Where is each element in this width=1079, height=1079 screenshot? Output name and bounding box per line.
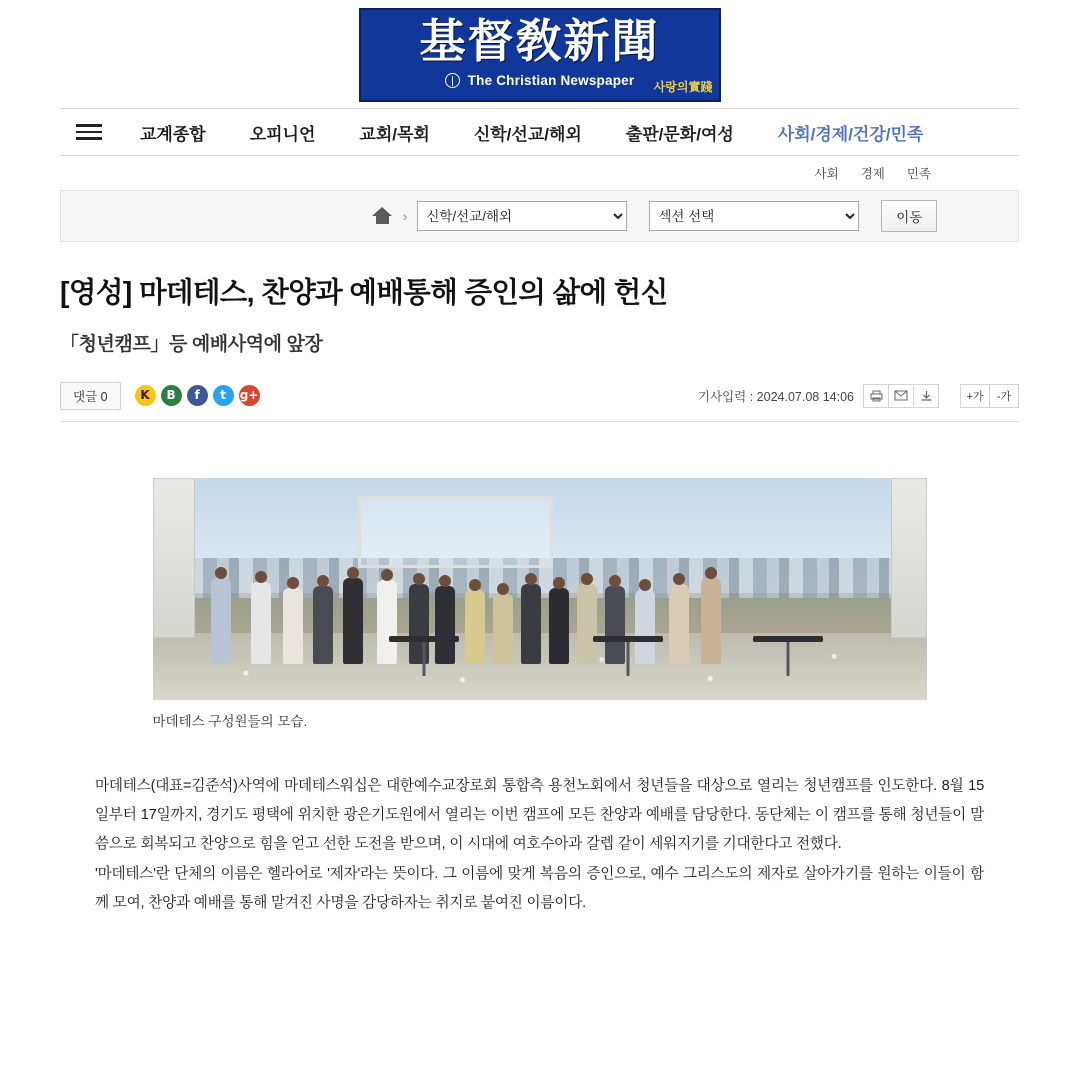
breadcrumb bbox=[60, 190, 1019, 242]
article-subtitle: 「청년캠프」등 예배사역에 앞장 bbox=[60, 334, 323, 355]
subnav-item-society[interactable]: 사회 bbox=[814, 167, 839, 181]
logo-english-text: The Christian Newspaper bbox=[467, 73, 635, 88]
sub-navigation bbox=[60, 156, 1019, 190]
hamburger-menu-icon[interactable] bbox=[60, 124, 118, 140]
masthead bbox=[0, 0, 1079, 102]
page-title: [영성] 마데테스, 찬양과 예배통해 증인의 삶에 헌신 bbox=[60, 277, 668, 309]
font-size-controls bbox=[961, 384, 1019, 408]
font-decrease-button[interactable]: -가 bbox=[989, 384, 1019, 408]
googleplus-share-icon[interactable]: g+ bbox=[239, 385, 260, 406]
nav-item-publishing[interactable]: 출판/문화/여성 bbox=[625, 124, 734, 144]
nav-item-church[interactable]: 교회/목회 bbox=[359, 124, 430, 144]
breadcrumb-separator: › bbox=[403, 208, 408, 224]
article-container bbox=[60, 270, 1019, 918]
email-icon[interactable] bbox=[888, 384, 914, 408]
site-logo[interactable] bbox=[359, 8, 721, 102]
main-navigation bbox=[60, 108, 1019, 156]
photo-caption: 마데테스 구성원들의 모습. bbox=[152, 714, 308, 729]
home-icon[interactable] bbox=[371, 207, 393, 225]
article-tools bbox=[864, 384, 939, 408]
print-icon[interactable] bbox=[863, 384, 889, 408]
section-select[interactable] bbox=[649, 201, 859, 231]
article-photo-block bbox=[60, 478, 1019, 730]
download-icon[interactable] bbox=[913, 384, 939, 408]
article-paragraph: 마데테스(대표=김준석)사역에 마데테스워십은 대한예수교장로회 통합측 용천노회에서 청년들을 대상으로 열리는 청년캠프를 인도한다. 8월 15일부터 17일까지, 경기도 평택에 위치한 광은기도원에서 열리는 이번 캠프에 모든 찬양과 예배를 담당한다. 동단체는 이 캠프를 통해 청년들이 말씀으로 회복되고 찬양으로 힘을 얻고 선한 도전을 받으며, 이 시대에 여호수아과 갈렙 같이 세워지기를 기대한다고 전했다. bbox=[95, 778, 984, 853]
twitter-share-icon[interactable]: t bbox=[213, 385, 234, 406]
band-share-icon[interactable]: B bbox=[161, 385, 182, 406]
nav-item-society[interactable]: 사회/경제/건강/민족 bbox=[777, 124, 924, 144]
article-meta-bar bbox=[60, 378, 1019, 422]
article-photo bbox=[153, 478, 927, 700]
share-buttons bbox=[135, 385, 260, 406]
go-button[interactable]: 이동 bbox=[881, 200, 937, 232]
nav-item-general[interactable]: 교계종합 bbox=[140, 124, 206, 144]
logo-hanja-text: 基督敎新聞 bbox=[419, 14, 660, 68]
circle-cross-icon bbox=[445, 73, 460, 88]
logo-korean-tag: 사랑의實踐 bbox=[653, 80, 713, 94]
article-paragraph: '마데테스'란 단체의 이름은 헬라어로 '제자'라는 뜻이다. 그 이름에 맞게 복음의 증인으로, 예수 그리스도의 제자로 살아가기를 원하는 이들이 함께 모여, 찬양과 예배를 통해 맡겨진 사명을 감당하자는 취지로 붙여진 이름이다. bbox=[95, 865, 984, 911]
font-increase-button[interactable]: +가 bbox=[960, 384, 990, 408]
nav-item-theology[interactable]: 신학/선교/해외 bbox=[473, 124, 582, 144]
nav-item-opinion[interactable]: 오피니언 bbox=[249, 124, 316, 144]
comment-count-button[interactable]: 댓글 0 bbox=[60, 382, 121, 410]
publish-date: 기사입력 : 2024.07.08 14:06 bbox=[697, 389, 854, 404]
subnav-item-nation[interactable]: 민족 bbox=[906, 167, 931, 181]
nav-item-list bbox=[118, 120, 945, 145]
subnav-item-economy[interactable]: 경제 bbox=[860, 167, 885, 181]
facebook-share-icon[interactable]: f bbox=[187, 385, 208, 406]
article-body bbox=[95, 772, 984, 918]
kakao-share-icon[interactable]: K bbox=[135, 385, 156, 406]
category-select[interactable] bbox=[417, 201, 627, 231]
